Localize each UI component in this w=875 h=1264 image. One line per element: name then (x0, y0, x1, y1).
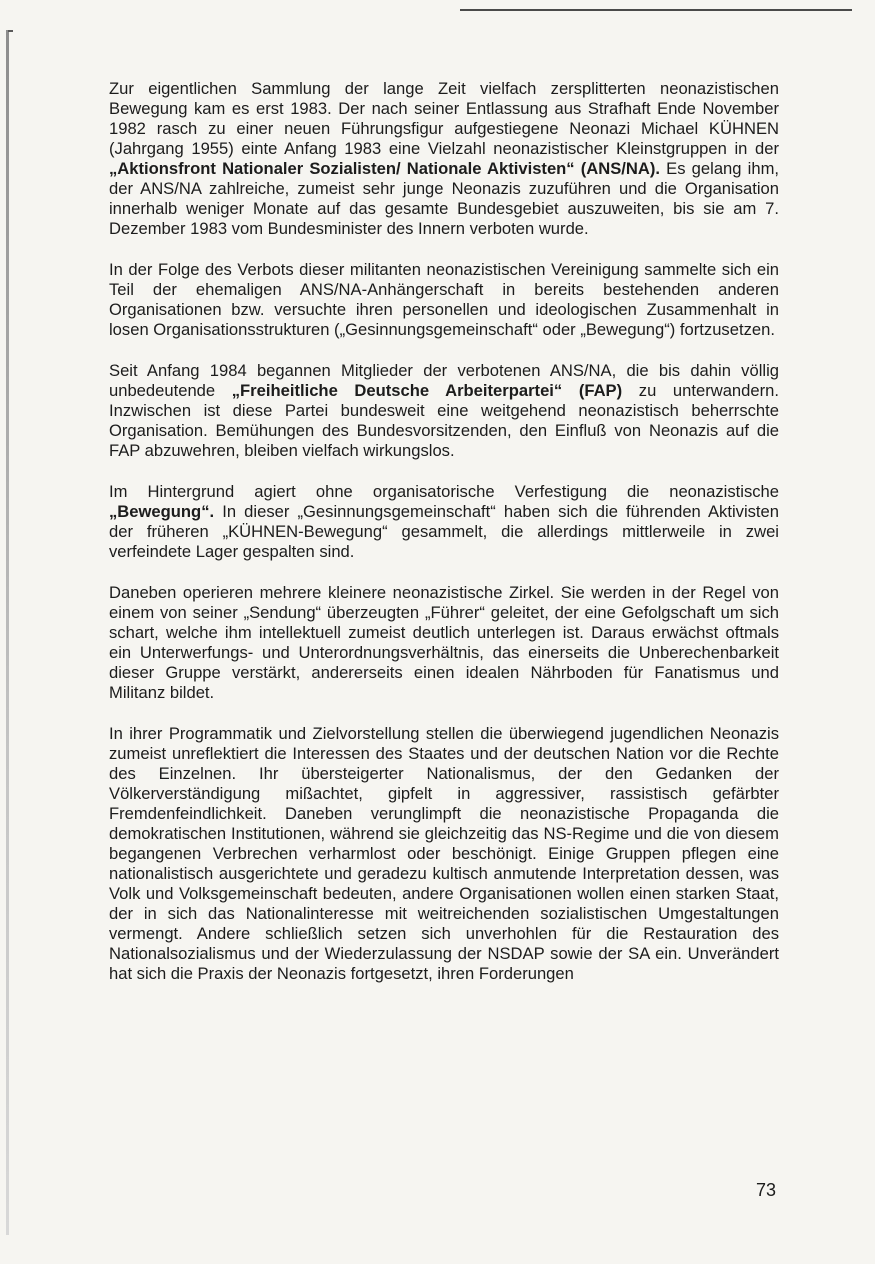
paragraph-text: In der Folge des Verbots dieser militanten neonazistischen Vereinigung sammelte sich ein Teil der ehemaligen ANS/NA-Anhängerschaft in bereits bestehenden anderen Organisationen bzw. versuchte ihren personellen und ideologischen Zusammenhalt in losen Organisationsstrukturen („Gesinnungsgemeinschaft“ oder „Bewegung“) fortzusetzen. (109, 260, 779, 339)
page-body (109, 79, 779, 1005)
paragraph-6 (109, 724, 779, 984)
bold-term: „Aktionsfront Nationaler Sozialisten/ Nationale Aktivisten“ (ANS/NA). (109, 159, 661, 178)
header-rule (460, 9, 852, 11)
corner-mark (8, 30, 13, 32)
paragraph-text: Daneben operieren mehrere kleinere neonazistische Zirkel. Sie werden in der Regel von einem von seiner „Sendung“ überzeugten „Führer“ geleitet, der eine Gefolgschaft um sich schart, welche ihm intellektuell zumeist deutlich unterlegen ist. Daraus erwächst oftmals ein Unterwerfungs- und Unterordnungsverhältnis, das einerseits die Unberechenbarkeit dieser Gruppe verstärkt, andererseits einen idealen Nährboden für Fanatismus und Militanz bildet. (109, 583, 779, 702)
paragraph-text: In ihrer Programmatik und Zielvorstellung stellen die überwiegend jugendlichen Neonazis zumeist unreflektiert die Interessen des Staates und der deutschen Nation vor die Rechte des Einzelnen. Ihr übersteigerter Nationalismus, der den Gedanken der Völkerverständigung mißachtet, gipfelt in aggressiver, rassistisch gefärbter Fremdenfeindlichkeit. Daneben verunglimpft die neonazistische Propaganda die demokratischen Institutionen, während sie gleichzeitig das NS-Regime und die von diesem begangenen Verbrechen verharmlost oder beschönigt. Einige Gruppen pflegen eine nationalistisch ausgerichtete und geradezu kultisch anmutende Interpretation dessen, was Volk und Volksgemeinschaft bedeuten, andere Organisationen wollen einen starken Staat, der in sich das Nationalinteresse mit weitreichenden sozialistischen Umgestaltungen vermengt. Andere schließlich setzen sich unverhohlen für die Restauration des Nationalsozialismus und der Wiederzulassung der NSDAP sowie der SA ein. Unverändert hat sich die Praxis der Neonazis fortgesetzt, ihren Forderungen (109, 724, 779, 983)
paragraph-text: Im Hintergrund agiert ohne organisatorische Verfestigung die neonazistische (109, 482, 779, 501)
paragraph-5 (109, 583, 779, 703)
paragraph-text: In dieser „Gesinnungsgemeinschaft“ haben sich die führenden Aktivisten der früheren „KÜHNEN-Bewegung“ gesammelt, die allerdings mittlerweile in zwei verfeindete Lager gespalten sind. (109, 502, 779, 561)
paragraph-1 (109, 79, 779, 239)
bold-term: „Freiheitliche Deutsche Arbeiterpartei“ (FAP) (231, 381, 623, 400)
page-number: 73 (755, 1180, 776, 1200)
paragraph-2 (109, 260, 779, 340)
bold-term: „Bewegung“. (109, 502, 215, 521)
paragraph-text: zu unterwandern. Inzwischen ist diese Partei bundesweit eine weitgehend neonazistisch beherrschte Organisation. Bemühungen des Bundesvorsitzenden, den Einfluß von Neonazis auf die FAP abzuwehren, bleiben vielfach wirkungslos. (109, 381, 779, 460)
paragraph-text: Zur eigentlichen Sammlung der lange Zeit vielfach zersplitterten neonazistischen Bewegung kam es erst 1983. Der nach seiner Entlassung aus Strafhaft Ende November 1982 rasch zu einer neuen Führungsfigur aufgestiegene Neonazi Michael KÜHNEN (Jahrgang 1955) einte Anfang 1983 eine Vielzahl neonazistischer Kleinstgruppen in der (109, 79, 779, 158)
scan-edge-shadow (6, 30, 9, 1235)
paragraph-text: Es gelang ihm, der ANS/NA zahlreiche, zumeist sehr junge Neonazis zuzuführen und die Organisation innerhalb weniger Monate auf das gesamte Bundesgebiet auszuweiten, bis sie am 7. Dezember 1983 vom Bundesminister des Innern verboten wurde. (109, 159, 779, 238)
paragraph-3 (109, 361, 779, 461)
paragraph-4 (109, 482, 779, 562)
paragraph-text: Seit Anfang 1984 begannen Mitglieder der verbotenen ANS/NA, die bis dahin völlig unbedeutende (109, 361, 779, 400)
